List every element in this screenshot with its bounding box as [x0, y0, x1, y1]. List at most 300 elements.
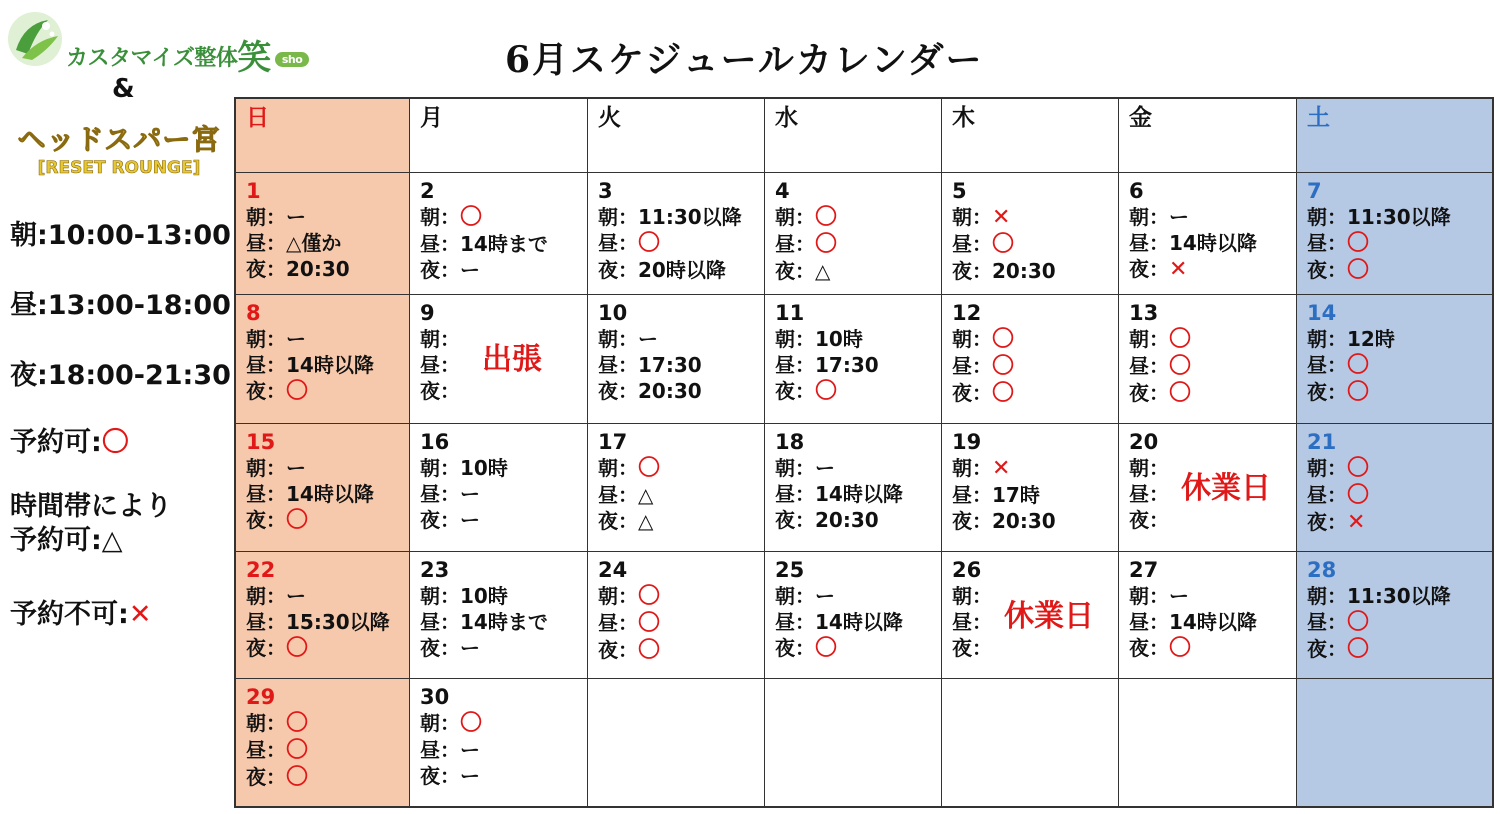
slot-label: 昼：: [775, 610, 815, 634]
slot-label: 夜：: [775, 636, 815, 660]
day-number: 21: [1307, 430, 1337, 454]
spa-title: ヘッドスパー宮: [17, 123, 221, 156]
day-number: 18: [775, 430, 805, 454]
slot-label: 夜：: [246, 257, 286, 281]
slot-value: 〇: [286, 379, 309, 404]
slot-label: 夜：: [952, 381, 992, 405]
day-number: 26: [952, 558, 982, 582]
slot-value: 〇: [638, 231, 661, 256]
day-note: 休業日: [1004, 599, 1094, 634]
slot-row: [420, 204, 577, 231]
slot-value: △: [638, 483, 654, 507]
slot-row: [1129, 256, 1286, 283]
slot-row: [1129, 507, 1286, 533]
slot-value: ー: [286, 327, 306, 351]
day-number: 22: [246, 558, 276, 582]
slot-row: [1129, 380, 1286, 407]
slot-value: 〇: [992, 327, 1015, 352]
slot-value: 〇: [1347, 353, 1370, 378]
day-cell: [236, 295, 410, 424]
day-number: 10: [598, 301, 628, 325]
slot-row: [775, 204, 931, 231]
day-cell: [1297, 295, 1492, 424]
slot-value: 17:30: [638, 353, 702, 377]
slot-row: [420, 378, 577, 404]
slot-row: [775, 507, 931, 533]
slot-label: 夜：: [598, 379, 638, 403]
slot-label: 夜：: [1307, 510, 1347, 534]
day-number: 9: [420, 301, 435, 325]
slot-row: [1307, 509, 1482, 536]
slot-value: 14時以降: [286, 353, 374, 377]
circle-mark-icon: 〇: [101, 427, 129, 458]
day-cell: [1297, 424, 1492, 552]
weekday-header: [588, 99, 765, 173]
slot-label: 朝：: [775, 456, 815, 480]
day-number: 13: [1129, 301, 1159, 325]
slot-value: ✕: [1347, 510, 1366, 535]
brand-logo: [6, 8, 306, 78]
day-number: 7: [1307, 179, 1322, 203]
slot-value: 〇: [815, 379, 838, 404]
weekday-header: [765, 99, 942, 173]
slot-label: 昼：: [1307, 610, 1347, 634]
day-number: 16: [420, 430, 450, 454]
day-cell: [942, 424, 1119, 552]
day-number: 14: [1307, 301, 1337, 325]
slot-label: 昼：: [1129, 231, 1169, 255]
slot-value: 〇: [1347, 380, 1370, 405]
slot-row: [598, 482, 754, 508]
slot-label: 朝：: [246, 711, 286, 735]
day-cell: [1119, 173, 1297, 295]
slot-row: [598, 583, 754, 610]
day-number: 23: [420, 558, 450, 582]
slot-label: 昼：: [1129, 610, 1169, 634]
slot-label: 朝：: [1307, 205, 1347, 229]
slot-label: 朝：: [420, 456, 460, 480]
slot-value: 〇: [286, 711, 309, 736]
day-note: 出張: [482, 342, 542, 377]
day-number: 4: [775, 179, 790, 203]
slot-label: 昼：: [952, 483, 992, 507]
slot-row: [952, 353, 1108, 380]
day-cell: [236, 679, 410, 806]
slot-value: ー: [815, 584, 835, 608]
slot-row: [1307, 455, 1482, 482]
slot-row: [246, 609, 399, 635]
slot-value: ー: [1169, 205, 1189, 229]
slot-label: 朝：: [420, 711, 460, 735]
slot-label: 昼：: [246, 353, 286, 377]
day-cell: [588, 552, 765, 679]
slot-value: 〇: [1347, 456, 1370, 481]
slot-label: 昼：: [1129, 482, 1169, 506]
slot-row: [775, 635, 931, 662]
day-cell: [410, 679, 588, 806]
slot-row: [775, 378, 931, 405]
slot-row: [246, 378, 399, 405]
slot-row: [952, 231, 1108, 258]
day-cell: [765, 424, 942, 552]
slot-label: 夜：: [952, 509, 992, 533]
slot-row: [598, 257, 754, 283]
slot-row: [420, 710, 577, 737]
legend-partial-line2: 予約可:△: [10, 525, 123, 556]
day-note: 休業日: [1181, 471, 1271, 506]
slot-value: 14時以降: [815, 610, 903, 634]
slot-value: 14時以降: [1169, 231, 1257, 255]
slot-label: 夜：: [1307, 258, 1347, 282]
slot-label: 昼：: [598, 483, 638, 507]
slot-label: 朝：: [246, 327, 286, 351]
spa-subtitle: [RESET ROUNGE]: [37, 158, 201, 178]
weekday-header: [1297, 99, 1492, 173]
slot-label: 朝：: [1129, 205, 1169, 229]
slot-label: 朝：: [775, 584, 815, 608]
slot-value: ✕: [1169, 257, 1188, 282]
slot-label: 朝：: [1129, 584, 1169, 608]
slot-row: [1307, 352, 1482, 379]
slot-row: [1129, 230, 1286, 256]
slot-label: 昼：: [952, 610, 992, 634]
slot-value: 15:30以降: [286, 610, 390, 634]
slot-value: 17時: [992, 483, 1040, 507]
weekday-header: [1119, 99, 1297, 173]
slot-value: 14時以降: [286, 482, 374, 506]
slot-row: [246, 455, 399, 481]
slot-label: 昼：: [420, 482, 460, 506]
slot-row: [598, 230, 754, 257]
slot-row: [246, 764, 399, 791]
slot-value: ー: [460, 636, 480, 660]
slot-value: 20:30: [638, 379, 702, 403]
day-cell: [236, 173, 410, 295]
slot-label: 朝：: [598, 456, 638, 480]
slot-label: 昼：: [1307, 231, 1347, 255]
slot-label: 昼：: [420, 232, 460, 256]
legend-ok: [10, 420, 129, 459]
slot-row: [246, 204, 399, 230]
slot-row: [1307, 583, 1482, 609]
slot-row: [775, 583, 931, 609]
slot-row: [246, 507, 399, 534]
empty-cell: [765, 679, 942, 806]
slot-row: [1129, 609, 1286, 635]
slot-value: 〇: [460, 205, 483, 230]
slot-label: 夜：: [598, 258, 638, 282]
slot-value: 〇: [638, 638, 661, 663]
empty-cell: [588, 679, 765, 806]
slot-value: 14時まで: [460, 610, 548, 634]
slot-row: [246, 583, 399, 609]
slot-row: [598, 352, 754, 378]
slot-row: [420, 231, 577, 257]
day-number: 5: [952, 179, 967, 203]
slot-row: [420, 455, 577, 481]
slot-label: 朝：: [598, 327, 638, 351]
slot-label: 夜：: [598, 509, 638, 533]
slot-row: [775, 326, 931, 352]
slot-row: [420, 763, 577, 789]
slot-label: 昼：: [775, 232, 815, 256]
slot-label: 昼：: [1129, 354, 1169, 378]
slot-label: 朝：: [952, 584, 992, 608]
slot-value: 〇: [815, 205, 838, 230]
day-number: 1: [246, 179, 261, 203]
slot-row: [246, 256, 399, 282]
slot-row: [246, 635, 399, 662]
legend-ng: [10, 592, 151, 631]
slot-row: [1307, 326, 1482, 352]
slot-value: 〇: [1169, 354, 1192, 379]
empty-cell: [942, 679, 1119, 806]
slot-label: 夜：: [775, 508, 815, 532]
slot-row: [1307, 257, 1482, 284]
slot-row: [420, 481, 577, 507]
day-number: 11: [775, 301, 805, 325]
slot-value: ー: [286, 456, 306, 480]
slot-row: [246, 710, 399, 737]
slot-label: 夜：: [420, 636, 460, 660]
slot-label: 朝：: [1307, 327, 1347, 351]
slot-label: 昼：: [246, 738, 286, 762]
slot-row: [598, 378, 754, 404]
day-cell: [765, 295, 942, 424]
slot-label: 朝：: [1129, 456, 1169, 480]
slot-row: [775, 258, 931, 284]
day-cell: [765, 552, 942, 679]
day-cell: [588, 173, 765, 295]
slot-value: ー: [460, 738, 480, 762]
logo-text: カスタマイズ整体: [66, 46, 238, 71]
day-cell: [942, 173, 1119, 295]
weekday-label: 土: [1307, 105, 1330, 131]
slot-row: [775, 481, 931, 507]
slot-value: △: [815, 259, 831, 283]
legend-morning: 朝:10:00-13:00: [10, 220, 231, 251]
slot-value: ー: [460, 482, 480, 506]
slot-label: 朝：: [246, 584, 286, 608]
slot-value: 〇: [1347, 483, 1370, 508]
slot-row: [1307, 230, 1482, 257]
slot-label: 朝：: [246, 205, 286, 229]
slot-value: 14時まで: [460, 232, 548, 256]
weekday-label: 水: [775, 105, 798, 131]
slot-value: ー: [1169, 584, 1189, 608]
day-number: 17: [598, 430, 628, 454]
slot-label: 朝：: [1307, 456, 1347, 480]
slot-value: 〇: [992, 381, 1015, 406]
slot-row: [952, 204, 1108, 231]
slot-row: [1129, 635, 1286, 662]
slot-value: 〇: [815, 232, 838, 257]
day-cell: [1297, 552, 1492, 679]
slot-label: 夜：: [246, 508, 286, 532]
slot-value: ー: [460, 508, 480, 532]
slot-row: [598, 326, 754, 352]
slot-label: 昼：: [1307, 353, 1347, 377]
slot-value: 〇: [286, 765, 309, 790]
day-number: 24: [598, 558, 628, 582]
slot-row: [775, 455, 931, 481]
slot-value: 〇: [1347, 258, 1370, 283]
empty-cell: [1119, 679, 1297, 806]
day-cell: [942, 295, 1119, 424]
slot-value: 14時以降: [815, 482, 903, 506]
slot-label: 朝：: [952, 327, 992, 351]
slot-label: 朝：: [246, 456, 286, 480]
slot-label: 昼：: [420, 610, 460, 634]
day-cell: [765, 173, 942, 295]
slot-value: △僅か: [286, 231, 342, 255]
slot-label: 朝：: [420, 327, 460, 351]
page-title: 6月スケジュールカレンダー: [505, 39, 984, 81]
slot-row: [246, 326, 399, 352]
slot-row: [775, 352, 931, 378]
slot-value: 10時: [460, 584, 508, 608]
slot-value: 〇: [815, 636, 838, 661]
slot-value: 〇: [992, 354, 1015, 379]
slot-label: 夜：: [1129, 257, 1169, 281]
slot-value: 〇: [1347, 610, 1370, 635]
slot-label: 夜：: [246, 765, 286, 789]
day-number: 15: [246, 430, 276, 454]
slot-row: [420, 609, 577, 635]
slot-value: 20:30: [286, 257, 350, 281]
slot-label: 夜：: [775, 379, 815, 403]
slot-row: [1129, 353, 1286, 380]
empty-cell: [1297, 679, 1492, 806]
slot-label: 夜：: [952, 636, 992, 660]
slot-row: [952, 635, 1108, 661]
slot-label: 昼：: [598, 231, 638, 255]
cross-mark-icon: ✕: [128, 599, 152, 630]
day-cell: [588, 424, 765, 552]
day-number: 2: [420, 179, 435, 203]
slot-value: 〇: [992, 232, 1015, 257]
day-number: 29: [246, 685, 276, 709]
slot-value: 〇: [1169, 636, 1192, 661]
slot-label: 昼：: [246, 231, 286, 255]
slot-value: 12時: [1347, 327, 1395, 351]
day-cell: [410, 173, 588, 295]
legend-ok-label: 予約可:: [10, 427, 102, 458]
slot-row: [952, 508, 1108, 534]
slot-row: [598, 637, 754, 664]
slot-value: 20時以降: [638, 258, 726, 282]
slot-label: 昼：: [1307, 483, 1347, 507]
slot-label: 夜：: [1129, 636, 1169, 660]
slot-value: 〇: [1169, 381, 1192, 406]
slot-label: 朝：: [420, 205, 460, 229]
slot-label: 昼：: [420, 738, 460, 762]
slot-row: [420, 737, 577, 763]
slot-label: 昼：: [598, 353, 638, 377]
day-cell: [410, 552, 588, 679]
slot-label: 夜：: [420, 258, 460, 282]
day-cell: [942, 552, 1119, 679]
slot-value: 〇: [460, 711, 483, 736]
slot-value: ー: [286, 205, 306, 229]
day-cell: [588, 295, 765, 424]
slot-label: 朝：: [775, 205, 815, 229]
slot-value: 〇: [638, 584, 661, 609]
slot-row: [246, 737, 399, 764]
slot-value: 10時: [815, 327, 863, 351]
slot-value: ー: [460, 258, 480, 282]
slot-value: 11:30以降: [1347, 205, 1451, 229]
leaf-logo-icon: [6, 10, 64, 68]
slot-value: △: [638, 509, 654, 533]
slot-row: [246, 481, 399, 507]
slot-value: 〇: [286, 508, 309, 533]
slot-label: 夜：: [246, 379, 286, 403]
day-number: 3: [598, 179, 613, 203]
slot-row: [420, 583, 577, 609]
slot-row: [420, 257, 577, 283]
slot-label: 昼：: [952, 232, 992, 256]
slot-label: 夜：: [246, 636, 286, 660]
slot-row: [1307, 482, 1482, 509]
slot-row: [952, 380, 1108, 407]
slot-value: 〇: [638, 611, 661, 636]
slot-row: [1307, 636, 1482, 663]
day-number: 28: [1307, 558, 1337, 582]
slot-label: 昼：: [775, 482, 815, 506]
slot-value: ー: [638, 327, 658, 351]
weekday-header: [236, 99, 410, 173]
slot-value: ✕: [992, 205, 1011, 230]
weekday-label: 火: [598, 105, 621, 131]
slot-label: 朝：: [952, 205, 992, 229]
slot-row: [1307, 204, 1482, 230]
legend-noon: 昼:13:00-18:00: [10, 290, 231, 321]
slot-value: 11:30以降: [638, 205, 742, 229]
slot-value: 20:30: [815, 508, 879, 532]
slot-value: ✕: [992, 456, 1011, 481]
slot-row: [420, 507, 577, 533]
slot-label: 朝：: [598, 205, 638, 229]
slot-label: 朝：: [775, 327, 815, 351]
slot-row: [1307, 379, 1482, 406]
day-number: 27: [1129, 558, 1159, 582]
slot-value: ー: [286, 584, 306, 608]
day-cell: [1119, 295, 1297, 424]
slot-value: 〇: [1169, 327, 1192, 352]
slot-label: 夜：: [1129, 381, 1169, 405]
legend-partial: [10, 490, 172, 558]
legend-ng-label: 予約不可:: [10, 599, 129, 630]
slot-row: [952, 455, 1108, 482]
slot-label: 朝：: [1129, 327, 1169, 351]
weekday-label: 月: [420, 105, 443, 131]
slot-row: [598, 204, 754, 230]
ampersand: &: [112, 74, 135, 104]
slot-label: 夜：: [420, 508, 460, 532]
slot-value: 20:30: [992, 509, 1056, 533]
day-number: 8: [246, 301, 261, 325]
slot-row: [1307, 609, 1482, 636]
slot-row: [598, 610, 754, 637]
legend-night: 夜:18:00-21:30: [10, 360, 231, 391]
day-cell: [1119, 552, 1297, 679]
slot-row: [952, 326, 1108, 353]
slot-value: 17:30: [815, 353, 879, 377]
spa-logo: [14, 118, 224, 178]
slot-label: 朝：: [598, 584, 638, 608]
slot-label: 夜：: [952, 259, 992, 283]
